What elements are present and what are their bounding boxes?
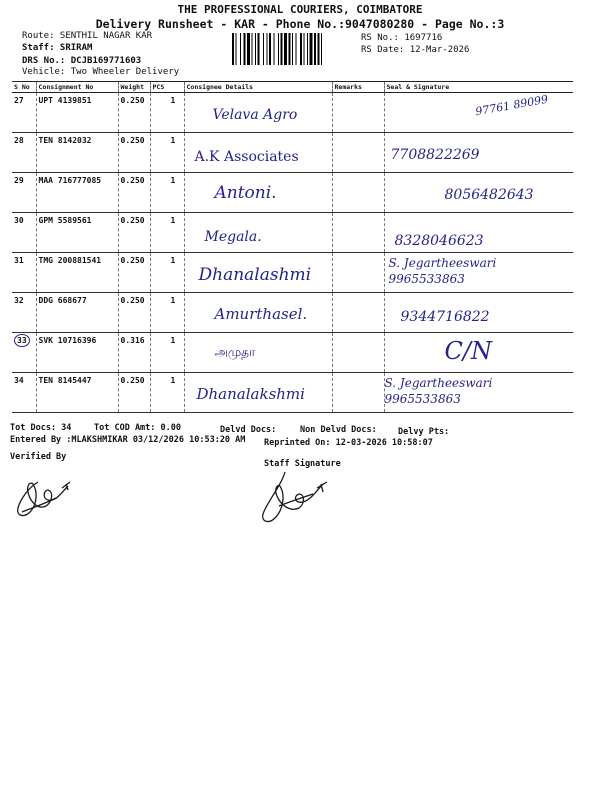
- seal-cell: [384, 213, 573, 253]
- reprinted-on: Reprinted On: 12-03-2026 10:58:07: [264, 438, 433, 448]
- circled-sno: 33: [14, 334, 30, 347]
- remarks-cell: [332, 173, 384, 213]
- sno-cell: 28: [12, 133, 36, 173]
- sno-cell: 30: [12, 213, 36, 253]
- table-row: [12, 213, 573, 253]
- staff-text: Staff: SRIRAM: [22, 43, 93, 53]
- pcs-cell: 1: [150, 373, 184, 413]
- consignment-cell: TMG 200881541: [36, 253, 118, 293]
- consignment-cell: TEN 8142032: [36, 133, 118, 173]
- pcs-cell: 1: [150, 173, 184, 213]
- pcs-cell: 1: [150, 93, 184, 133]
- table-row: [12, 373, 573, 413]
- consignee-handwriting: Amurthasel.: [214, 305, 308, 323]
- consignee-cell: [184, 253, 332, 293]
- remarks-cell: [332, 253, 384, 293]
- entered-by: Entered By :MLAKSHMIKAR 03/12/2026 10:53:20 AM: [10, 435, 246, 445]
- weight-cell: 0.250: [118, 293, 150, 333]
- seal-handwriting: 7708822269: [390, 147, 480, 163]
- consignee-handwriting: அமுதா: [214, 345, 256, 359]
- col-pcs: PCS: [150, 82, 184, 93]
- weight-cell: 0.250: [118, 173, 150, 213]
- remarks-cell: [332, 213, 384, 253]
- col-weight: Weight: [118, 82, 150, 93]
- drs-number: DRS No.: DCJB169771603: [22, 56, 142, 66]
- pcs-cell: 1: [150, 333, 184, 373]
- weight-cell: 0.316: [118, 333, 150, 373]
- remarks-cell: [332, 293, 384, 333]
- barcode-image: [232, 33, 356, 65]
- consignee-handwriting: Velava Agro: [212, 107, 298, 123]
- pcs-cell: 1: [150, 253, 184, 293]
- consignee-cell: [184, 293, 332, 333]
- consignee-handwriting: A.K Associates: [194, 149, 299, 165]
- consignment-cell: SVK 10716396: [36, 333, 118, 373]
- consignee-cell: [184, 133, 332, 173]
- verified-by-label: Verified By: [10, 452, 67, 462]
- table-row: [12, 253, 573, 293]
- table-row: [12, 173, 573, 213]
- vehicle-text: Vehicle: Two Wheeler Delivery: [22, 67, 180, 77]
- rs-date: RS Date: 12-Mar-2026: [361, 45, 470, 55]
- table-row: [12, 293, 573, 333]
- weight-cell: 0.250: [118, 213, 150, 253]
- seal-handwriting: 9344716822: [400, 309, 490, 325]
- consignment-cell: MAA 716777085: [36, 173, 118, 213]
- remarks-cell: [332, 133, 384, 173]
- table-header-row: [12, 82, 573, 93]
- weight-cell: 0.250: [118, 133, 150, 173]
- table-row: [12, 333, 573, 373]
- col-sno: S No: [12, 82, 36, 93]
- sno-cell: 29: [12, 173, 36, 213]
- sno-cell: 32: [12, 293, 36, 333]
- pcs-cell: 1: [150, 133, 184, 173]
- tot-docs: Tot Docs: 34: [10, 423, 72, 433]
- staff-signature-label: Staff Signature: [264, 459, 341, 469]
- route-text: Route: SENTHIL NAGAR KAR: [22, 31, 153, 41]
- consignee-cell: [184, 93, 332, 133]
- sno-cell: 31: [12, 253, 36, 293]
- rs-number: RS No.: 1697716: [361, 33, 443, 43]
- consignee-cell: [184, 333, 332, 373]
- seal-cell: [384, 333, 573, 373]
- consignment-cell: GPM 5589561: [36, 213, 118, 253]
- weight-cell: 0.250: [118, 93, 150, 133]
- seal-cell: [384, 93, 573, 133]
- weight-cell: 0.250: [118, 253, 150, 293]
- consignee-cell: [184, 213, 332, 253]
- delvd-docs: Delvd Docs:: [220, 425, 277, 435]
- consignee-handwriting: Antoni.: [214, 183, 277, 203]
- sno-cell: 34: [12, 373, 36, 413]
- seal-handwriting: 8056482643: [444, 187, 534, 203]
- col-consignee: Consignee Details: [184, 82, 332, 93]
- runsheet-subtitle: Delivery Runsheet - KAR - Phone No.:9047080280 - Page No.:3: [95, 17, 505, 31]
- pcs-cell: 1: [150, 213, 184, 253]
- non-delvd-docs: Non Delvd Docs:: [300, 425, 377, 435]
- remarks-cell: [332, 333, 384, 373]
- seal-handwriting: C/N: [444, 337, 492, 365]
- sno-cell: [12, 333, 36, 373]
- consignee-cell: [184, 173, 332, 213]
- seal-cell: [384, 373, 573, 413]
- seal-handwriting: S. Jegartheeswari 9965533863: [388, 256, 497, 286]
- consignee-handwriting: Dhanalakshmi: [196, 385, 305, 403]
- verified-signature-image: [8, 468, 78, 524]
- seal-handwriting: 8328046623: [394, 233, 484, 249]
- col-consignment: Consignment No: [36, 82, 118, 93]
- consignee-handwriting: Megala.: [204, 229, 262, 245]
- company-title: THE PROFESSIONAL COURIERS, COIMBATORE: [177, 3, 423, 16]
- seal-cell: [384, 293, 573, 333]
- staff-signature-image: [255, 466, 335, 530]
- consignment-cell: DDG 668677: [36, 293, 118, 333]
- consignee-handwriting: Dhanalashmi: [198, 265, 312, 285]
- col-seal: Seal & Signature: [384, 82, 573, 93]
- sno-cell: 27: [12, 93, 36, 133]
- seal-handwriting: S. Jegartheeswari 9965533863: [384, 376, 493, 406]
- pcs-cell: 1: [150, 293, 184, 333]
- seal-cell: [384, 133, 573, 173]
- consignment-cell: TEN 8145447: [36, 373, 118, 413]
- delvy-pts: Delvy Pts:: [398, 427, 450, 437]
- remarks-cell: [332, 93, 384, 133]
- seal-handwriting: 97761 89099: [473, 92, 549, 119]
- consignment-cell: UPT 4139851: [36, 93, 118, 133]
- table-row: [12, 133, 573, 173]
- consignee-cell: [184, 373, 332, 413]
- weight-cell: 0.250: [118, 373, 150, 413]
- seal-cell: [384, 173, 573, 213]
- tot-cod-amt: Tot COD Amt: 0.00: [94, 423, 181, 433]
- table-row: [12, 93, 573, 133]
- runsheet-table: [12, 81, 573, 413]
- seal-cell: [384, 253, 573, 293]
- remarks-cell: [332, 373, 384, 413]
- col-remarks: Remarks: [332, 82, 384, 93]
